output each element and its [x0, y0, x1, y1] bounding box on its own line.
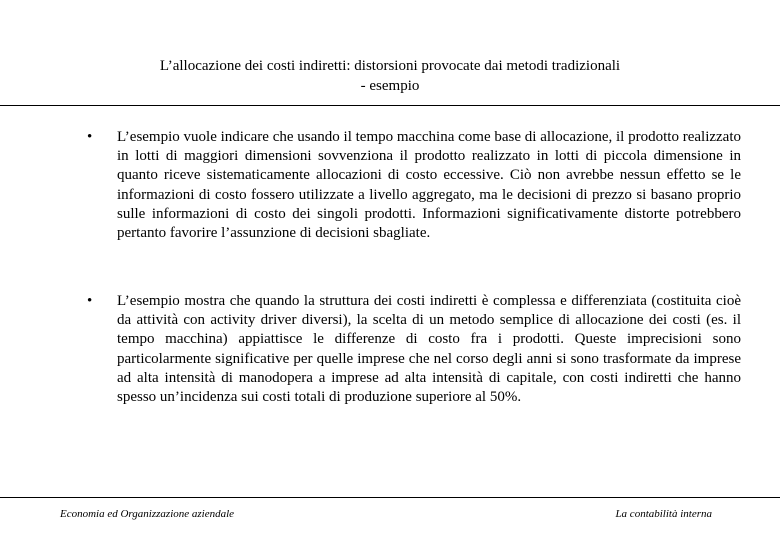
footer-section-title: La contabilità interna	[615, 508, 712, 520]
title-divider	[0, 105, 780, 106]
slide-title	[60, 56, 720, 96]
bullet-icon: •	[87, 129, 93, 145]
footer-divider	[0, 497, 780, 498]
slide-title-line-2: - esempio	[360, 78, 420, 94]
bullet-paragraph-1: L’esempio vuole indicare che usando il tempo macchina come base di allocazione, il prodotto realizzato in lotti di maggiori dimensioni sovvenziona il prodotto realizzato in lotti di piccola dimensione in quanto riceve sistematicamente allocazioni di costo eccessive. Ciò non avrebbe nessun effetto se le informazioni di costo fossero utilizzate a livello aggregato, ma le decisioni di prezzo si basano proprio sulle informazioni di costo dei singoli prodotti. Informazioni significativamente distorte potrebbero pertanto favorire l’assunzione di decisioni sbagliate.	[117, 129, 741, 242]
slide-title-line-1: L’allocazione dei costi indiretti: distorsioni provocate dai metodi tradizionali	[159, 58, 621, 74]
footer-course-title: Economia ed Organizzazione aziendale	[60, 508, 235, 520]
bullet-icon: •	[87, 293, 93, 309]
bullet-paragraph-2: L’esempio mostra che quando la struttura dei costi indiretti è complessa e differenziata (costituita cioè da attività con activity driver diversi), la scelta di un metodo semplice di allocazione dei costi (es. il tempo macchina) appiattisce le differenze di costo fra i prodotti. Queste imprecisioni sono particolarmente significative per quelle imprese che nel corso degli anni si sono trasformate da imprese ad alta intensità di manodopera a imprese ad alta intensità di capitale, con costi indiretti che hanno spesso un’incidenza sui costi totali di produzione superiore al 50%.	[117, 293, 741, 406]
